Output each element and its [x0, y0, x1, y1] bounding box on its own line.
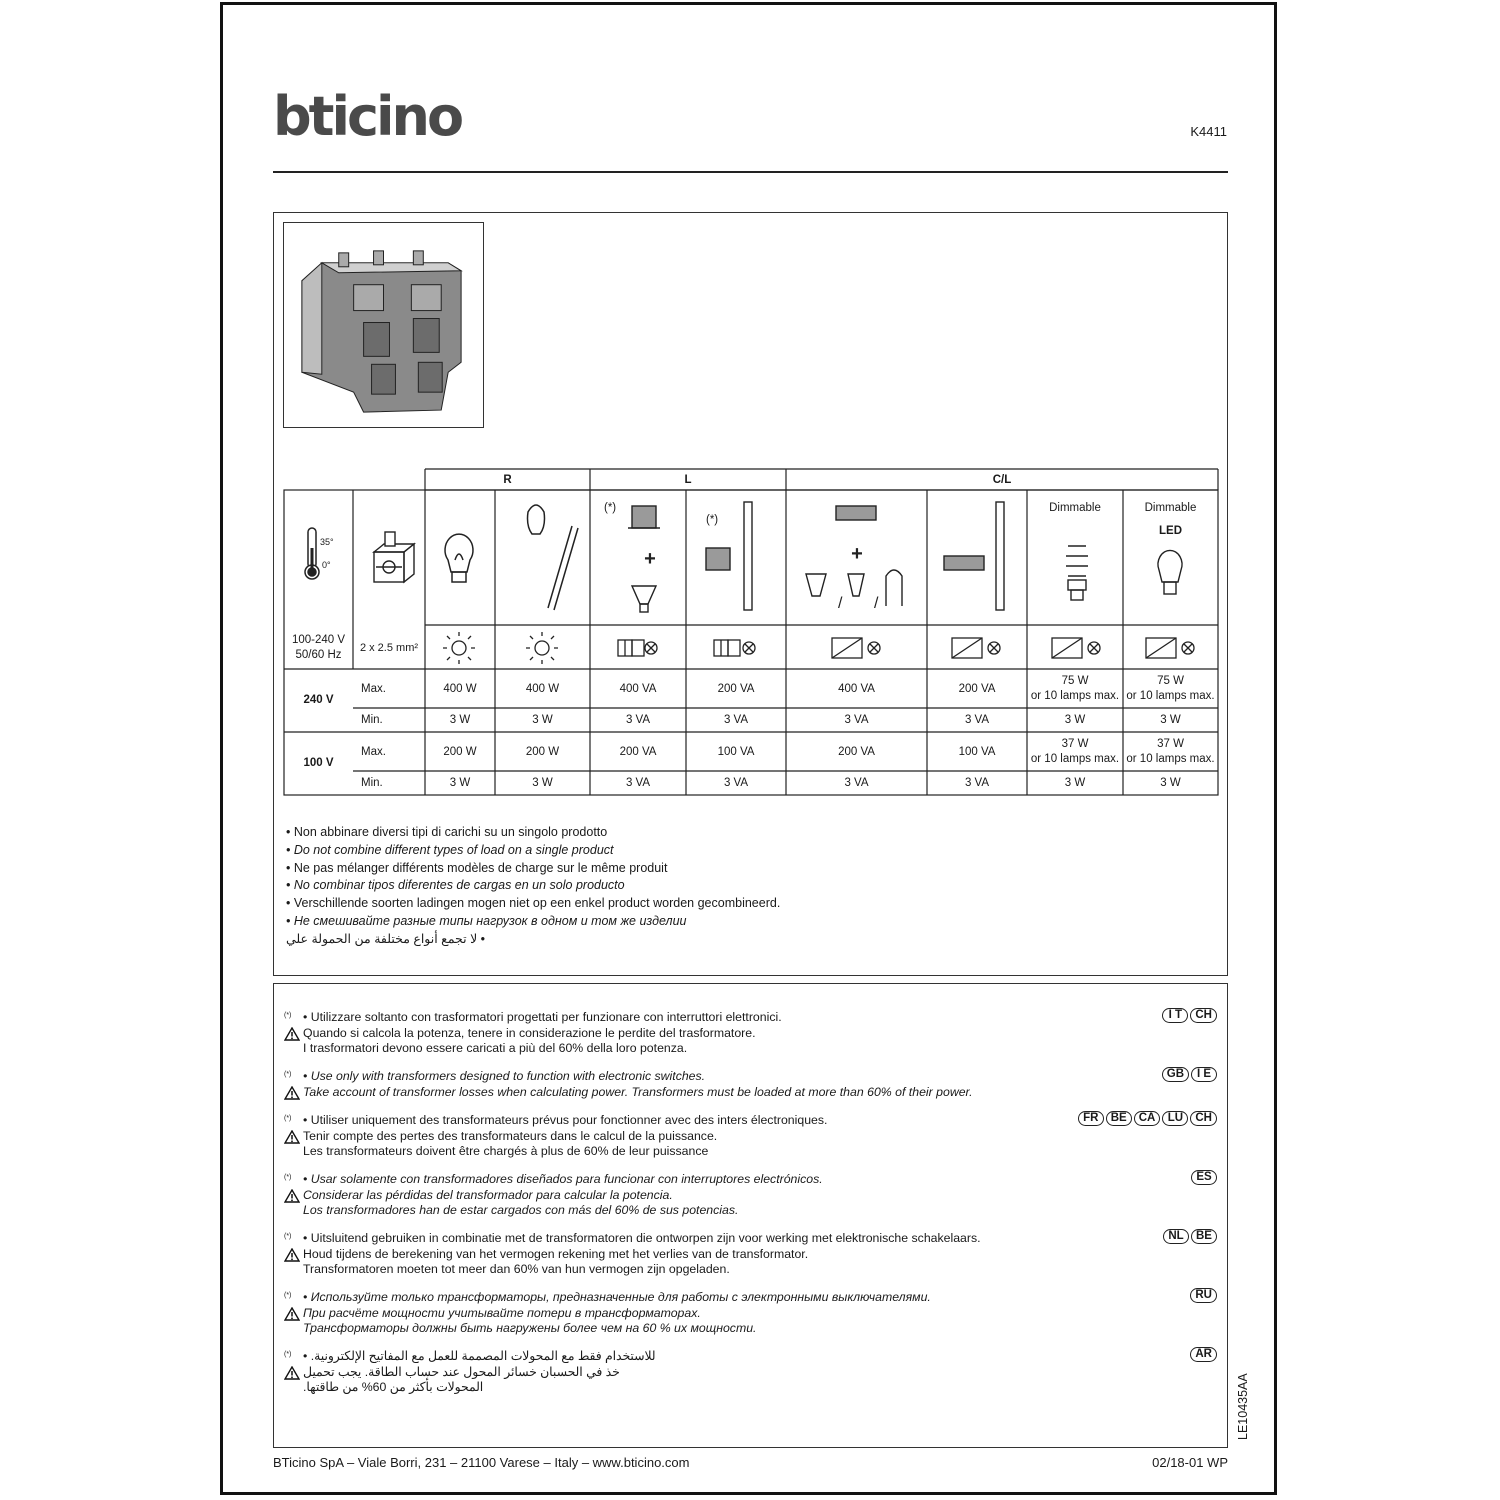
load-value: 3 VA — [723, 777, 749, 789]
note-text: Houd tijdens de berekening van het vermogen rekening met het verlies van de transformator. — [303, 1246, 809, 1261]
note-mark: (*) — [284, 1292, 292, 1299]
load-value: 3 W — [532, 777, 553, 789]
load-value: 3 W — [532, 714, 553, 726]
row-label: Max. — [361, 745, 386, 758]
warning-ar: • لا تجمع أنواع مختلفة من الحمولة علي — [286, 931, 486, 946]
note-row — [284, 1188, 823, 1204]
warning-triangle-icon — [284, 1248, 300, 1262]
load-value: 200 W — [443, 745, 477, 758]
note-text: • Utiliser uniquement des transformateurs prévus pour fonctionner avec des inters électroniques. — [303, 1113, 828, 1127]
load-value-note: or 10 lamps max. — [1030, 690, 1120, 702]
load-value-note: or 10 lamps max. — [1030, 753, 1120, 765]
note-row — [284, 1203, 823, 1219]
footer-address: BTicino SpA – Viale Borri, 231 – 21100 Varese – Italy – www.bticino.com — [273, 1455, 690, 1470]
note-mark: (*) — [284, 1351, 292, 1358]
slash-separator: / — [874, 595, 879, 612]
note-row — [284, 1262, 981, 1278]
country-badge: CH — [1190, 1008, 1217, 1023]
load-value: 400 W — [525, 682, 560, 695]
thermo-low-label: 0° — [322, 560, 331, 570]
country-badge: I T — [1162, 1008, 1188, 1023]
warning-triangle-icon — [284, 1086, 300, 1100]
brand-logo: bticino — [273, 85, 462, 148]
note-block — [284, 1349, 656, 1396]
warning-nl: • Verschillende soorten ladingen mogen niet op een enkel product worden gecombineerd. — [286, 896, 781, 911]
note-row — [284, 1290, 931, 1306]
note-mark: (*) — [284, 1012, 292, 1019]
cable-section: 2 x 2.5 mm² — [359, 642, 419, 654]
note-mark: (*) — [284, 1115, 292, 1122]
note-block — [284, 1290, 931, 1337]
note-row — [284, 1113, 827, 1129]
note-row — [284, 1026, 782, 1042]
note-row — [284, 1365, 656, 1381]
load-value: 100 VA — [717, 745, 755, 758]
note-mark: (*) — [284, 1233, 292, 1240]
load-value: 3 VA — [844, 714, 869, 726]
country-badges — [1162, 1067, 1217, 1082]
dimmable-label: Dimmable — [1049, 502, 1101, 514]
row-label: Min. — [361, 777, 383, 789]
row-label: Min. — [361, 714, 383, 726]
load-value: 3 W — [1064, 714, 1086, 726]
country-badge: AR — [1190, 1347, 1217, 1362]
warning-en: • Do not combine different types of load on a single product — [286, 842, 614, 857]
country-badge: I E — [1191, 1067, 1217, 1082]
country-badge: NL — [1163, 1229, 1189, 1244]
note-text: I trasformatori devono essere caricati a più del 60% della loro potenza. — [303, 1041, 688, 1055]
warning-triangle-icon — [284, 1366, 300, 1380]
load-value: 100 VA — [958, 745, 996, 758]
warning-fr: • Ne pas mélanger différents modèles de charge sur le même produit — [286, 860, 668, 875]
load-value: 3 VA — [723, 714, 749, 726]
note-row — [284, 1380, 656, 1396]
warning-triangle-icon — [284, 1307, 300, 1321]
group-header-l: L — [684, 474, 692, 486]
load-value-note: or 10 lamps max. — [1126, 753, 1215, 765]
note-text: Los transformadores han de estar cargados con más del 60% de sus potencias. — [303, 1203, 739, 1217]
note-text: Considerar las pérdidas del transformador para calcular la potencia. — [303, 1187, 673, 1202]
country-badges — [1190, 1347, 1217, 1362]
note-row — [284, 1349, 656, 1365]
slash-separator: / — [838, 595, 843, 612]
country-badges — [1191, 1170, 1217, 1185]
note-row — [284, 1041, 782, 1057]
country-badge: ES — [1191, 1170, 1217, 1185]
frequency: 50/60 Hz — [295, 649, 342, 661]
load-value: 37 W — [1061, 738, 1089, 750]
footer-revision: 02/18-01 WP — [1152, 1455, 1228, 1470]
note-text: Take account of transformer losses when calculating power. Transformers must be loaded at more than 60% of their power. — [303, 1084, 973, 1099]
load-value: 3 VA — [625, 777, 651, 789]
load-value: 3 VA — [625, 714, 651, 726]
note-text: • Используйте только трансформаторы, предназначенные для работы с электронными выключателями. — [303, 1290, 931, 1304]
note-block — [284, 1113, 827, 1160]
warning-triangle-icon — [284, 1027, 300, 1041]
note-block — [284, 1172, 823, 1219]
note-block — [284, 1231, 981, 1278]
note-row — [284, 1085, 973, 1101]
load-value: 75 W — [1157, 675, 1184, 687]
note-block — [284, 1069, 973, 1100]
plus-sign: + — [644, 548, 656, 570]
transformer-note-mark: (*) — [604, 502, 617, 514]
country-badge: BE — [1106, 1111, 1132, 1126]
country-badges — [1163, 1229, 1217, 1244]
note-text: • Uitsluitend gebruiken in combinatie met de transformatoren die ontworpen zijn voor werking met elektronische schakelaars. — [303, 1231, 981, 1245]
country-badge: FR — [1078, 1111, 1104, 1126]
product-image — [283, 222, 484, 428]
plus-sign: + — [851, 543, 863, 565]
country-badges — [1190, 1288, 1217, 1303]
voltage-label: 100 V — [303, 757, 334, 769]
country-badge: RU — [1190, 1288, 1217, 1303]
load-value: 3 W — [449, 714, 471, 726]
warning-it: • Non abbinare diversi tipi di carichi su un singolo prodotto — [286, 825, 608, 839]
note-text: • Use only with transformers designed to function with electronic switches. — [303, 1069, 706, 1083]
note-row — [284, 1010, 782, 1026]
country-badge: GB — [1162, 1067, 1189, 1082]
note-row — [284, 1144, 827, 1160]
load-value: 3 VA — [844, 777, 869, 789]
thermo-high-label: 35° — [320, 537, 334, 547]
group-header-cl: C/L — [992, 474, 1012, 486]
note-row — [284, 1306, 931, 1322]
load-value: 400 VA — [838, 682, 875, 695]
note-row — [284, 1069, 973, 1085]
warning-list — [286, 824, 780, 949]
note-row — [284, 1231, 981, 1247]
warning-triangle-icon — [284, 1130, 300, 1144]
note-row — [284, 1247, 981, 1263]
load-value: 3 VA — [964, 777, 990, 789]
note-text: Tenir compte des pertes des transformateurs dans le calcul de la puissance. — [303, 1128, 718, 1143]
country-badge: BE — [1191, 1229, 1217, 1244]
product-code: K4411 — [1190, 124, 1227, 139]
transformer-note-mark: (*) — [706, 514, 719, 526]
device-module-icon — [284, 223, 483, 427]
warning-triangle-icon — [284, 1189, 300, 1203]
country-badge: CH — [1190, 1111, 1217, 1126]
country-badge: LU — [1162, 1111, 1188, 1126]
note-text: Quando si calcola la potenza, tenere in considerazione le perdite del trasformatore. — [303, 1025, 756, 1040]
load-value: 3 W — [449, 777, 471, 789]
note-block — [284, 1010, 782, 1057]
load-value: 3 VA — [964, 714, 990, 726]
country-badge: CA — [1134, 1111, 1161, 1126]
load-value: 400 VA — [619, 682, 657, 695]
note-text: Трансформаторы должны быть нагружены более чем на 60 % их мощности. — [303, 1321, 757, 1335]
note-text: • Usar solamente con transformadores diseñados para funcionar con interruptores electrónicos. — [303, 1172, 823, 1186]
dimmable-label: Dimmable — [1144, 502, 1197, 514]
load-value: 37 W — [1157, 738, 1184, 750]
load-value: 3 W — [1064, 777, 1086, 789]
load-value: 3 W — [1160, 714, 1181, 726]
voltage-label: 240 V — [303, 694, 334, 706]
load-value: 200 VA — [838, 745, 875, 758]
header-divider — [273, 171, 1228, 173]
note-row — [284, 1129, 827, 1145]
load-value: 200 VA — [619, 745, 657, 758]
note-text: المحولات بأكثر من 60% من طاقتها. — [303, 1380, 484, 1394]
load-value: 3 W — [1160, 777, 1181, 789]
group-header-r: R — [503, 474, 512, 486]
note-row — [284, 1321, 931, 1337]
load-value: 200 W — [525, 745, 560, 758]
document-code: LE10435AA — [1236, 1373, 1250, 1440]
led-label: LED — [1159, 525, 1182, 537]
note-text: При расчёте мощности учитывайте потери в трансформаторах. — [303, 1305, 701, 1320]
warning-es: • No combinar tipos diferentes de cargas en un solo producto — [286, 878, 625, 893]
row-label: Max. — [361, 682, 386, 695]
note-text: خذ في الحسبان خسائر المحول عند حساب الطاقة. يجب تحميل — [303, 1364, 620, 1379]
note-text: Transformatoren moeten tot meer dan 60% van hun vermogen zijn opgeladen. — [303, 1262, 730, 1276]
load-value: 75 W — [1061, 675, 1089, 687]
note-text: للاستخدام فقط مع المحولات المصممة للعمل مع المفاتيح الإلكترونية. • — [303, 1349, 656, 1363]
load-value-note: or 10 lamps max. — [1126, 690, 1215, 702]
voltage-range: 100-240 V — [291, 634, 346, 646]
load-value: 400 W — [443, 682, 477, 695]
note-text: • Utilizzare soltanto con trasformatori progettati per funzionare con interruttori elettronici. — [303, 1010, 782, 1024]
load-value: 200 VA — [717, 682, 755, 695]
country-badges — [1078, 1111, 1217, 1126]
load-value: 200 VA — [958, 682, 996, 695]
warning-ru: • Не смешивайте разные типы нагрузок в одном и том же изделии — [286, 913, 687, 928]
note-mark: (*) — [284, 1174, 292, 1181]
note-mark: (*) — [284, 1071, 292, 1078]
country-badges — [1162, 1008, 1217, 1023]
note-row — [284, 1172, 823, 1188]
note-text: Les transformateurs doivent être chargés à plus de 60% de leur puissance — [303, 1144, 709, 1158]
